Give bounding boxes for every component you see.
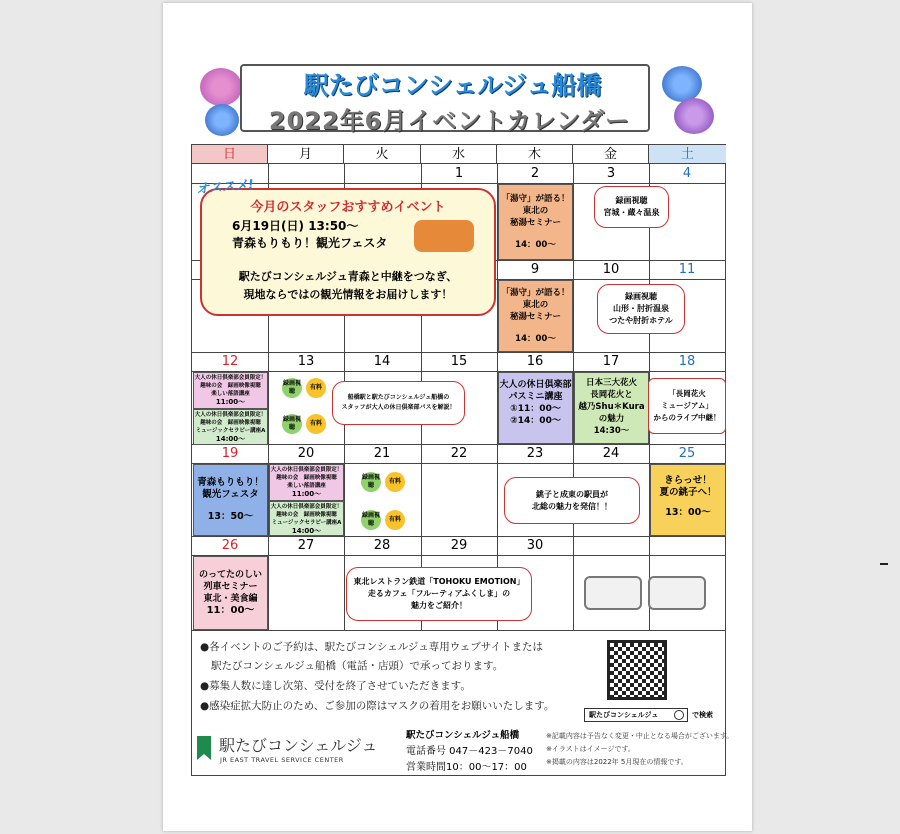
day-20: 20 xyxy=(297,446,315,461)
fee-pill-21a: 有料 xyxy=(385,472,405,492)
search-icon xyxy=(674,710,684,720)
note-choshi-23: 銚子と成東の駅員が 北総の魅力を発信！！ xyxy=(504,477,640,524)
day-21: 21 xyxy=(373,446,391,461)
osusume-badge: オススメ! xyxy=(195,177,255,198)
hydrangea-left-icon xyxy=(200,68,242,106)
search-box[interactable] xyxy=(584,708,688,722)
rec-pill-13a: 録画視聴 xyxy=(282,378,302,398)
day-17: 17 xyxy=(602,354,620,369)
note-1a: ●各イベントのご予約は、駅たびコンシェルジュ専用ウェブサイトまたは xyxy=(200,641,544,653)
day-16: 16 xyxy=(526,354,544,369)
event-choshi-25[interactable]: きらっせ！ 夏の銚子へ！ 13：00～ xyxy=(650,464,726,536)
day-1: 1 xyxy=(454,166,464,181)
fee-pill-13b: 有料 xyxy=(306,414,326,434)
event-club-20a[interactable]: 大人の休日倶楽部会員限定！ 趣味の会 録画映像視聴 楽しい落語講座 11:00～ xyxy=(269,464,344,501)
day-23: 23 xyxy=(526,446,544,461)
day-9: 9 xyxy=(530,262,540,277)
page-marker xyxy=(880,563,888,565)
day-26: 26 xyxy=(221,538,239,553)
fee-pill-13a: 有料 xyxy=(306,378,326,398)
day-25: 25 xyxy=(678,446,696,461)
fee-pill-21b: 有料 xyxy=(385,510,405,530)
store-name: 駅たびコンシェルジュ船橋 xyxy=(406,730,520,741)
store-tel: 電話番号 047－423－7040 xyxy=(406,746,533,757)
day-13: 13 xyxy=(297,354,315,369)
hydrangea-right2-icon xyxy=(674,98,714,134)
search-box-label: 駅たびコンシェルジュ xyxy=(589,711,659,719)
feature-bubble xyxy=(200,188,496,316)
day-15: 15 xyxy=(450,354,468,369)
qr-code-icon[interactable] xyxy=(607,640,667,700)
day-24: 24 xyxy=(602,446,620,461)
day-11: 11 xyxy=(678,262,696,277)
weekday-wed: 水 xyxy=(421,145,497,164)
note-tohoku-27: 東北レストラン鉄道「TOHOKU EMOTION」 走るカフェ「フルーティアふくしま」の 魅力をご紹介！ xyxy=(346,567,532,621)
day-28: 28 xyxy=(373,538,391,553)
feature-desc1: 駅たびコンシェルジュ青森と中継をつなぎ、 xyxy=(238,270,458,283)
event-yumori-2[interactable]: 「湯守」が語る！ 東北の 秘湯セミナー 14：00～ xyxy=(498,184,573,260)
event-yumori-9[interactable]: 「湯守」が語る！ 東北の 秘湯セミナー 14：00～ xyxy=(498,280,573,352)
rec-pill-21a: 録画視聴 xyxy=(361,472,381,492)
hydrangea-right-icon xyxy=(662,66,702,102)
day-2: 2 xyxy=(530,166,540,181)
title-calendar: 2022年6月イベントカレンダー xyxy=(268,107,631,135)
hydrangea-left2-icon xyxy=(205,104,239,136)
weekday-mon: 月 xyxy=(268,145,344,164)
note-rec-10: 録画視聴 山形・肘折温泉 つたや肘折ホテル xyxy=(597,284,685,334)
weekday-sun: 日 xyxy=(192,145,268,164)
disclaimer-2: ※イラストはイメージです。 xyxy=(546,745,635,753)
feature-heading: 今月のスタッフおすすめイベント xyxy=(250,200,446,215)
day-14: 14 xyxy=(373,354,391,369)
logo-text-en: JR EAST TRAVEL SERVICE CENTER xyxy=(220,756,344,764)
train-illustration-icon xyxy=(584,576,642,610)
feature-date: 6月19日(日) 13:50～ xyxy=(232,219,359,233)
search-suffix: で検索 xyxy=(692,711,713,719)
day-30: 30 xyxy=(526,538,544,553)
feature-name: 青森もりもり！観光フェスタ xyxy=(232,236,388,250)
event-club-20b[interactable]: 大人の休日倶楽部会員限定！ 趣味の会 録画映像視聴 ミュージックセラピー講座A 14:00～ xyxy=(269,501,344,536)
rec-pill-21b: 録画視聴 xyxy=(361,510,381,530)
event-club-12a[interactable]: 大人の休日倶楽部会員限定！ 趣味の会 録画映像視聴 楽しい落語講座 11:00～ xyxy=(193,372,268,409)
weekday-thu: 木 xyxy=(497,145,573,164)
event-club-12b[interactable]: 大人の休日倶楽部会員限定！ 趣味の会 録画映像視聴 ミュージックセラピー講座A 14:00～ xyxy=(193,409,268,445)
day-4: 4 xyxy=(682,166,692,181)
note-3: ●感染症拡大防止のため、ご参加の際はマスクの着用をお願いいたします。 xyxy=(200,700,555,712)
store-hours: 営業時間10：00～17：00 xyxy=(406,762,527,773)
title-store: 駅たびコンシェルジュ船橋 xyxy=(303,71,602,100)
disclaimer-1: ※記載内容は予告なく変更・中止となる場合がございます。 xyxy=(546,732,734,740)
day-29: 29 xyxy=(450,538,468,553)
note-2: ●募集人数に達し次第、受付を終了させていただきます。 xyxy=(200,680,471,692)
day-27: 27 xyxy=(297,538,315,553)
rec-pill-13b: 録画視聴 xyxy=(282,414,302,434)
event-aomori-19[interactable]: 青森もりもり！ 観光フェスタ 13：50～ xyxy=(193,464,268,536)
train-illustration2-icon xyxy=(648,576,706,610)
event-train-26[interactable]: のってたのしい 列車セミナー 東北・美食編 11：00～ xyxy=(193,556,268,630)
event-club-16[interactable]: 大人の休日倶楽部 パスミニ講座 ①11：00～ ②14：00～ xyxy=(498,372,573,444)
note-bus-13: 船橋駅と駅たびコンシェルジュ船橋の スタッフが大人の休日倶楽部パスを解説！ xyxy=(332,381,465,425)
feature-desc2: 現地ならではの観光情報をお届けします！ xyxy=(243,288,453,301)
day-12: 12 xyxy=(221,354,239,369)
day-19: 19 xyxy=(221,446,239,461)
festival-icon xyxy=(414,220,474,252)
note-nagaoka-18: 「長岡花火 ミュージアム」 からのライブ中継！ xyxy=(648,378,726,434)
day-3: 3 xyxy=(606,166,616,181)
day-22: 22 xyxy=(450,446,468,461)
logo-text: 駅たびコンシェルジュ xyxy=(219,736,378,755)
note-1b: 駅たびコンシェルジュ船橋（電話・店頭）で承っております。 xyxy=(211,660,504,672)
weekday-tue: 火 xyxy=(344,145,421,164)
event-hanabi-17[interactable]: 日本三大花火 長岡花火と 越乃Shu＊Kura の魅力 14:30～ xyxy=(574,372,649,444)
note-rec-3: 録画視聴 宮城・蔵々温泉 xyxy=(594,186,669,228)
day-10: 10 xyxy=(602,262,620,277)
day-18: 18 xyxy=(678,354,696,369)
weekday-sat: 土 xyxy=(649,145,726,164)
disclaimer-3: ※掲載の内容は2022年 5月現在の情報です。 xyxy=(546,758,688,766)
weekday-fri: 金 xyxy=(573,145,649,164)
